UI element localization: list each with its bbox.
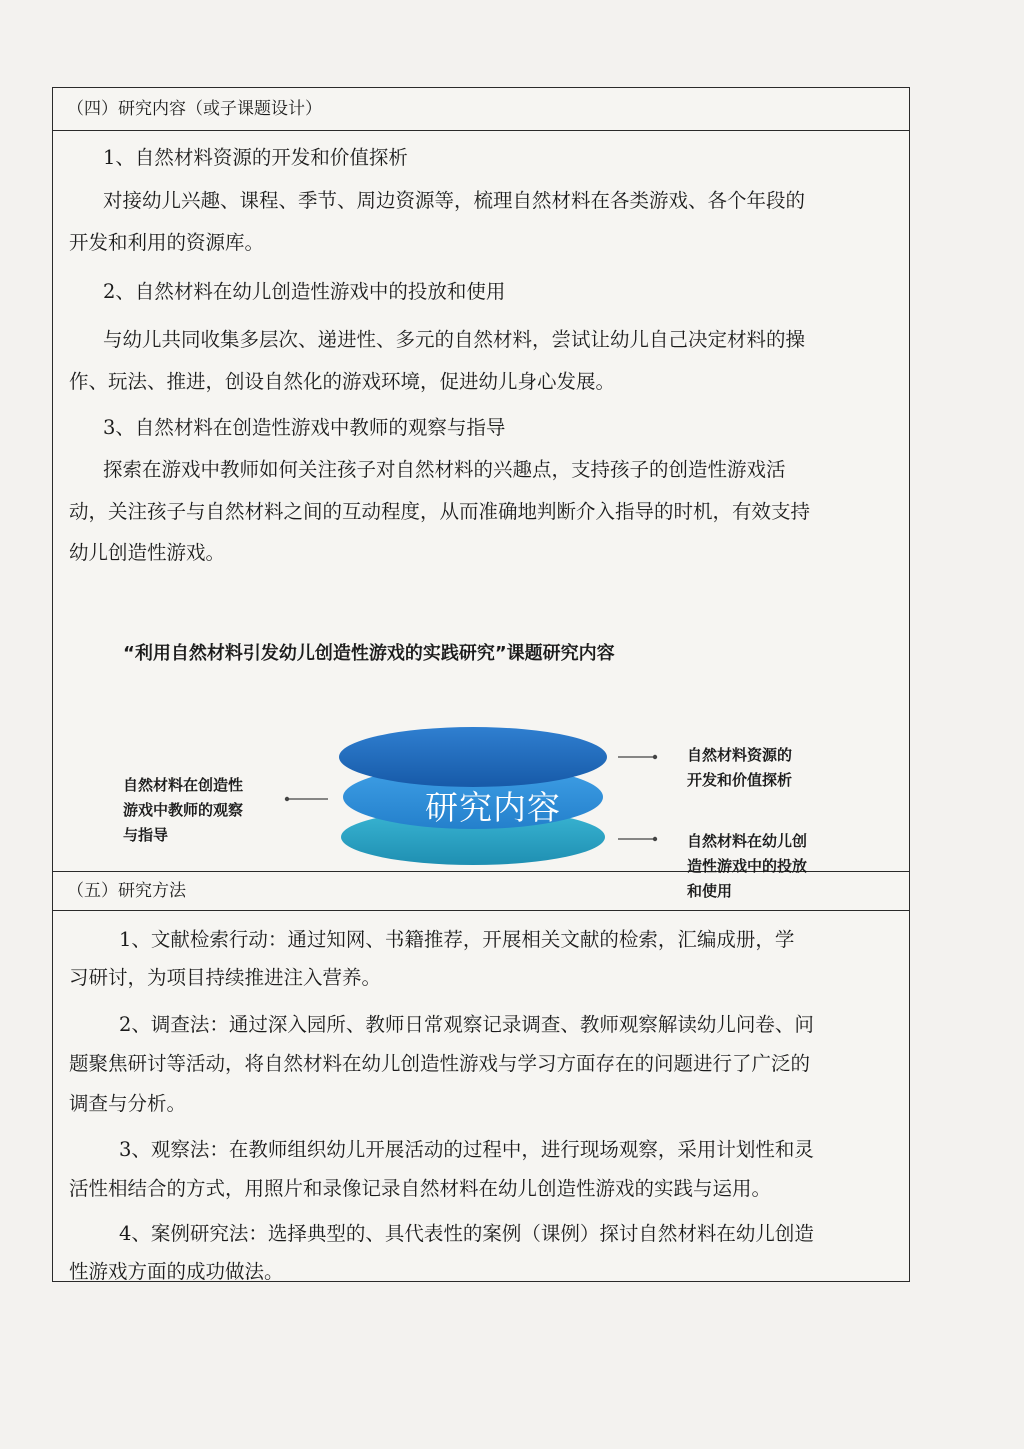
method3-line: 3、观察法：在教师组织幼儿开展活动的过程中，进行现场观察，采用计划性和灵 (119, 1138, 814, 1161)
diagram-center-label: 研究内容 (425, 788, 561, 827)
item2-title: 2、自然材料在幼儿创造性游戏中的投放和使用 (103, 280, 506, 303)
section4-header: （四）研究内容（或子课题设计） (53, 88, 909, 131)
section5-body (53, 911, 909, 1281)
item1-title: 1、自然材料资源的开发和价值探析 (103, 146, 408, 169)
form-table (52, 87, 910, 1282)
method3-line: 活性相结合的方式，用照片和录像记录自然材料在幼儿创造性游戏的实践与运用。 (69, 1177, 772, 1200)
item2-line: 作、玩法、推进，创设自然化的游戏环境，促进幼儿身心发展。 (69, 370, 616, 393)
method2-line: 题聚焦研讨等活动，将自然材料在幼儿创造性游戏与学习方面存在的问题进行了广泛的 (69, 1052, 811, 1075)
disk-top (339, 727, 607, 787)
method2-line: 调查与分析。 (69, 1092, 187, 1115)
diagram-title: “利用自然材料引发幼儿创造性游戏的实践研究”课题研究内容 (123, 643, 615, 664)
diagram-right-top-label: 自然材料资源的 开发和价值探析 (687, 746, 793, 789)
item3-line: 动，关注孩子与自然材料之间的互动程度，从而准确地判断介入指导的时机，有效支持 (69, 500, 811, 523)
item3-line: 幼儿创造性游戏。 (69, 541, 226, 564)
item3-title: 3、自然材料在创造性游戏中教师的观察与指导 (103, 416, 506, 439)
method4-line: 性游戏方面的成功做法。 (69, 1260, 284, 1283)
method4-line: 4、案例研究法：选择典型的、具代表性的案例（课例）探讨自然材料在幼儿创造 (119, 1222, 814, 1245)
method1-line: 1、文献检索行动：通过知网、书籍推荐，开展相关文献的检索，汇编成册，学 (119, 928, 795, 951)
item1-line: 对接幼儿兴趣、课程、季节、周边资源等，梳理自然材料在各类游戏、各个年段的 (103, 189, 806, 212)
item2-line: 与幼儿共同收集多层次、递进性、多元的自然材料，尝试让幼儿自己决定材料的操 (103, 328, 806, 351)
item1-line: 开发和利用的资源库。 (69, 231, 265, 254)
method1-line: 习研讨，为项目持续推进注入营养。 (69, 966, 382, 989)
diagram-left-label: 自然材料在创造性 游戏中教师的观察 与指导 (123, 776, 244, 844)
item3-line: 探索在游戏中教师如何关注孩子对自然材料的兴趣点，支持孩子的创造性游戏活 (103, 458, 786, 481)
method2-line: 2、调查法：通过深入园所、教师日常观察记录调查、教师观察解读幼儿问卷、问 (119, 1013, 814, 1036)
section5-header: （五）研究方法 (53, 872, 909, 911)
diagram-right-bottom-label: 自然材料在幼儿创 造性游戏中的投放 和使用 (687, 832, 808, 900)
